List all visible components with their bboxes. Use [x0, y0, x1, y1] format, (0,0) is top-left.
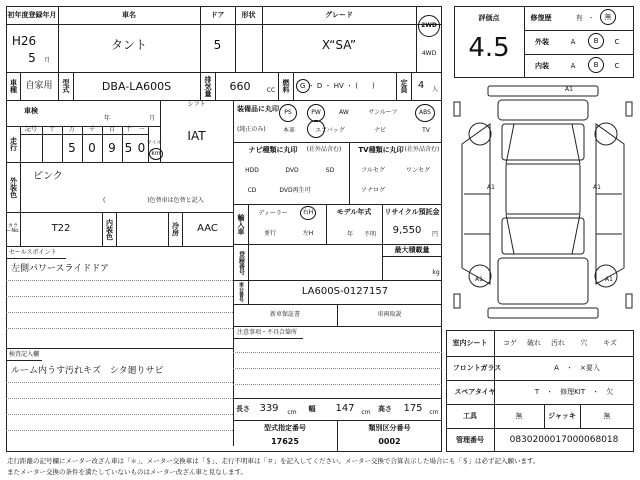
use-value: 自家用 — [25, 80, 53, 91]
equipment-title: 装備品に丸印 — [237, 104, 279, 113]
windshield-value: A ・ ×要入 — [554, 363, 600, 372]
exterior-label: 外装 — [535, 37, 549, 46]
doors-value: 5 — [213, 38, 222, 52]
tv-oneseg: ワンセグ — [405, 167, 430, 174]
import-label: 輸入車 — [237, 213, 245, 235]
interior-a: A — [570, 61, 576, 70]
height-value: 175 — [403, 403, 423, 414]
width-unit: cm — [361, 409, 371, 416]
mileage-hdr-5: 十 — [125, 126, 132, 133]
designation-label: 型式指定番号 — [264, 423, 306, 432]
mileage-digit-3: 9 — [108, 141, 116, 155]
shift-label: シフト — [187, 101, 206, 108]
cc-unit: CC — [266, 87, 276, 94]
nav-cd: CD — [247, 187, 257, 194]
model-year-year: 年 — [346, 231, 353, 238]
exterior-c: C — [614, 37, 620, 46]
tools-label: 工具 — [463, 411, 477, 420]
mileage-unit-mile: マイル — [146, 139, 162, 146]
drive-2wd: 2WD — [421, 22, 437, 29]
score-value: 4.5 — [468, 33, 510, 63]
ac-label: 冷房 — [171, 222, 180, 236]
equip-leather: 本革 — [282, 127, 295, 134]
nav-sub: (社外品含む) — [306, 146, 342, 153]
month-unit: 月 — [43, 57, 50, 64]
color-no-label: カラーNo. — [6, 223, 20, 234]
inspection-year: 年 — [103, 115, 110, 122]
seat-item-2: 汚れ — [551, 338, 565, 347]
grade-value: X“SA” — [321, 38, 357, 52]
height-label: 高さ — [378, 404, 392, 413]
seller-points-label: セールスポイント — [9, 249, 57, 256]
fuel-options: G ・ D ・ HV ・ ( ) — [300, 81, 375, 90]
inspector-value: ルーム内うす汚れキズ シタ廻りサビ — [11, 365, 164, 376]
reg-year-label: 初年度登録年月 — [7, 10, 57, 19]
width-value: 147 — [335, 403, 355, 414]
chassis-value: LA600S-0127157 — [301, 286, 389, 297]
import-dealer: ディーラー — [258, 210, 288, 217]
tools-value: 無 — [515, 411, 523, 420]
model-label: 車名 — [122, 10, 136, 19]
equip-sunroof: サンルーフ — [368, 109, 398, 116]
shift-value: IAT — [187, 129, 206, 143]
warranty-new-car: 新車保証書 — [269, 311, 300, 318]
equip-navi: ナビ — [373, 127, 386, 134]
grade-label: グレード — [325, 10, 353, 19]
displacement-label: 排気量 — [204, 75, 212, 97]
inspection-label: 車検 — [24, 106, 38, 115]
use-label: 車種 — [9, 79, 18, 93]
tv-fullseg: フルセグ — [361, 167, 385, 174]
repair-label: 修復歴 — [530, 13, 552, 22]
nav-dvd: DVD — [285, 167, 299, 174]
damage-mark-3: A1 — [593, 184, 601, 191]
type-value: DBA-LA600S — [101, 79, 172, 93]
exterior-b: B — [593, 36, 599, 45]
damage-mark-2: A1 — [487, 184, 495, 191]
displacement-value: 660 — [229, 79, 251, 93]
windshield-label: フロントガラス — [452, 363, 502, 372]
inspection-month: 月 — [148, 115, 155, 122]
color-value: ピンク — [33, 171, 63, 182]
capacity-value: 4 — [417, 80, 425, 91]
repair-selected: 無 — [604, 12, 612, 21]
color-label: 外装色 — [9, 176, 18, 198]
interior-label: 内装 — [535, 61, 549, 70]
drive-4wd: 4WD — [421, 50, 437, 57]
jack-value: 無 — [603, 411, 611, 420]
car-damage-diagram — [450, 84, 636, 320]
seat-item-3: 穴 — [580, 338, 588, 347]
mileage-hdr-1: 十 — [48, 126, 55, 133]
chassis-label: 車台番号 — [238, 282, 244, 302]
seat-item-1: 破れ — [527, 338, 541, 347]
mileage-label: 走行 — [9, 137, 18, 151]
mileage-hdr-0: 記号 — [24, 126, 37, 133]
nav-dvd-play: DVD再生可 — [279, 187, 311, 194]
mileage-digit-2: 0 — [88, 141, 96, 155]
damage-mark-4: A1 — [475, 276, 483, 283]
import-parallel: 並行 — [263, 230, 276, 237]
fuel-label: 燃料 — [282, 79, 290, 93]
registration-no-label: 登録番号 — [237, 251, 245, 275]
length-value: 339 — [259, 403, 279, 414]
mileage-digit-1: 5 — [68, 141, 76, 155]
width-label: 幅 — [308, 404, 316, 413]
color-no-value: T22 — [51, 223, 71, 234]
height-unit: cm — [429, 409, 439, 416]
score-label: 評価点 — [478, 13, 500, 22]
nav-hdd: HDD — [245, 167, 259, 174]
seller-points-value: 左側パワースライドドア — [11, 263, 110, 274]
footer-line-1: 走行距離の記号欄にメーター改ざん車は「＊」、メーター交換車は「＄」、走行不明車は「＃」を記入してください。メーター交換で合算表示した場合にも「＄」は必ず記入願います。 — [7, 456, 540, 465]
interior-color-label: 内装色 — [105, 218, 114, 240]
mgmt-label: 管理番号 — [456, 435, 484, 444]
recycle-value: 9,550 — [392, 225, 422, 236]
length-unit: cm — [287, 409, 297, 416]
caution-label: 注意事項・不具合箇所 — [237, 329, 298, 336]
tv-sub: (社外品含む) — [404, 146, 440, 153]
category-value: 0002 — [378, 437, 401, 446]
footer-line-2: またメーター交換の条件を満たしていないものはメーター改ざん車と見なします。 — [7, 467, 247, 476]
damage-mark-1: A1 — [565, 86, 573, 93]
model-value: タント — [110, 38, 147, 52]
mileage-unit-km: km — [151, 150, 161, 157]
mileage-hdr-3: 千 — [88, 126, 95, 133]
length-label: 長さ — [236, 404, 250, 413]
reg-era-year: H26 — [11, 34, 37, 48]
warranty-manual: 車両取説 — [377, 311, 402, 318]
spare-value: T ・ 修理KIT ・ 欠 — [534, 387, 614, 396]
equipment-sub: (純正のみ) — [237, 126, 266, 133]
tv-analog: アナログ — [360, 187, 385, 194]
max-load-unit: kg — [432, 269, 440, 276]
inspector-label: 検査記入欄 — [9, 351, 40, 358]
capacity-label: 定員 — [400, 79, 408, 93]
interior-c: C — [614, 61, 620, 70]
damage-mark-5: A1 — [605, 276, 613, 283]
doors-label: ドア — [210, 10, 225, 19]
mileage-digit-4: 5 — [124, 141, 133, 155]
seat-item-4: キズ — [603, 338, 617, 347]
nav-title: ナビ種類に丸印 — [248, 145, 298, 154]
recycle-label: リサイクル預託金 — [384, 207, 440, 216]
color-note: ( )色替車は色替と記入 — [103, 197, 204, 204]
import-right: 右H — [302, 209, 314, 216]
reg-month: 5 — [28, 51, 36, 65]
equip-ps: PS — [284, 109, 292, 116]
tv-title: TV種類に丸印 — [358, 145, 404, 154]
spare-label: スペアタイヤ — [454, 387, 496, 396]
equip-abs: ABS — [419, 109, 431, 116]
mileage-hdr-4: 百 — [108, 126, 115, 133]
model-year-unknown: 不明 — [363, 231, 376, 238]
equip-tv: TV — [422, 127, 430, 134]
mileage-hdr-6: 一 — [138, 126, 145, 133]
mileage-hdr-2: 万 — [68, 126, 75, 133]
jack-label: ジャッキ — [548, 411, 576, 420]
seat-item-0: コゲ — [503, 338, 517, 347]
import-left: 左H — [302, 230, 314, 237]
ac-value: AAC — [197, 223, 218, 234]
type-label: 型式 — [62, 79, 70, 93]
model-year-label: モデル年式 — [336, 207, 372, 216]
equip-airbag: エアバッグ — [315, 127, 345, 134]
nav-sd: SD — [325, 167, 335, 174]
mileage-digit-5: 0 — [137, 141, 146, 155]
mgmt-value: 0830200017000068018 — [509, 434, 619, 445]
category-label: 類別区分番号 — [368, 423, 411, 432]
equip-aw: AW — [339, 109, 349, 116]
equip-pw: PW — [311, 109, 321, 116]
seat-label: 室内シート — [452, 338, 488, 347]
exterior-a: A — [570, 37, 576, 46]
designation-value: 17625 — [271, 437, 299, 446]
recycle-unit: 円 — [431, 231, 438, 238]
capacity-unit: 人 — [431, 86, 438, 93]
max-load-label: 最大積載量 — [394, 245, 430, 254]
shape-label: 形状 — [241, 10, 256, 19]
interior-b: B — [593, 60, 599, 69]
repair-options: 有 - — [575, 13, 593, 22]
